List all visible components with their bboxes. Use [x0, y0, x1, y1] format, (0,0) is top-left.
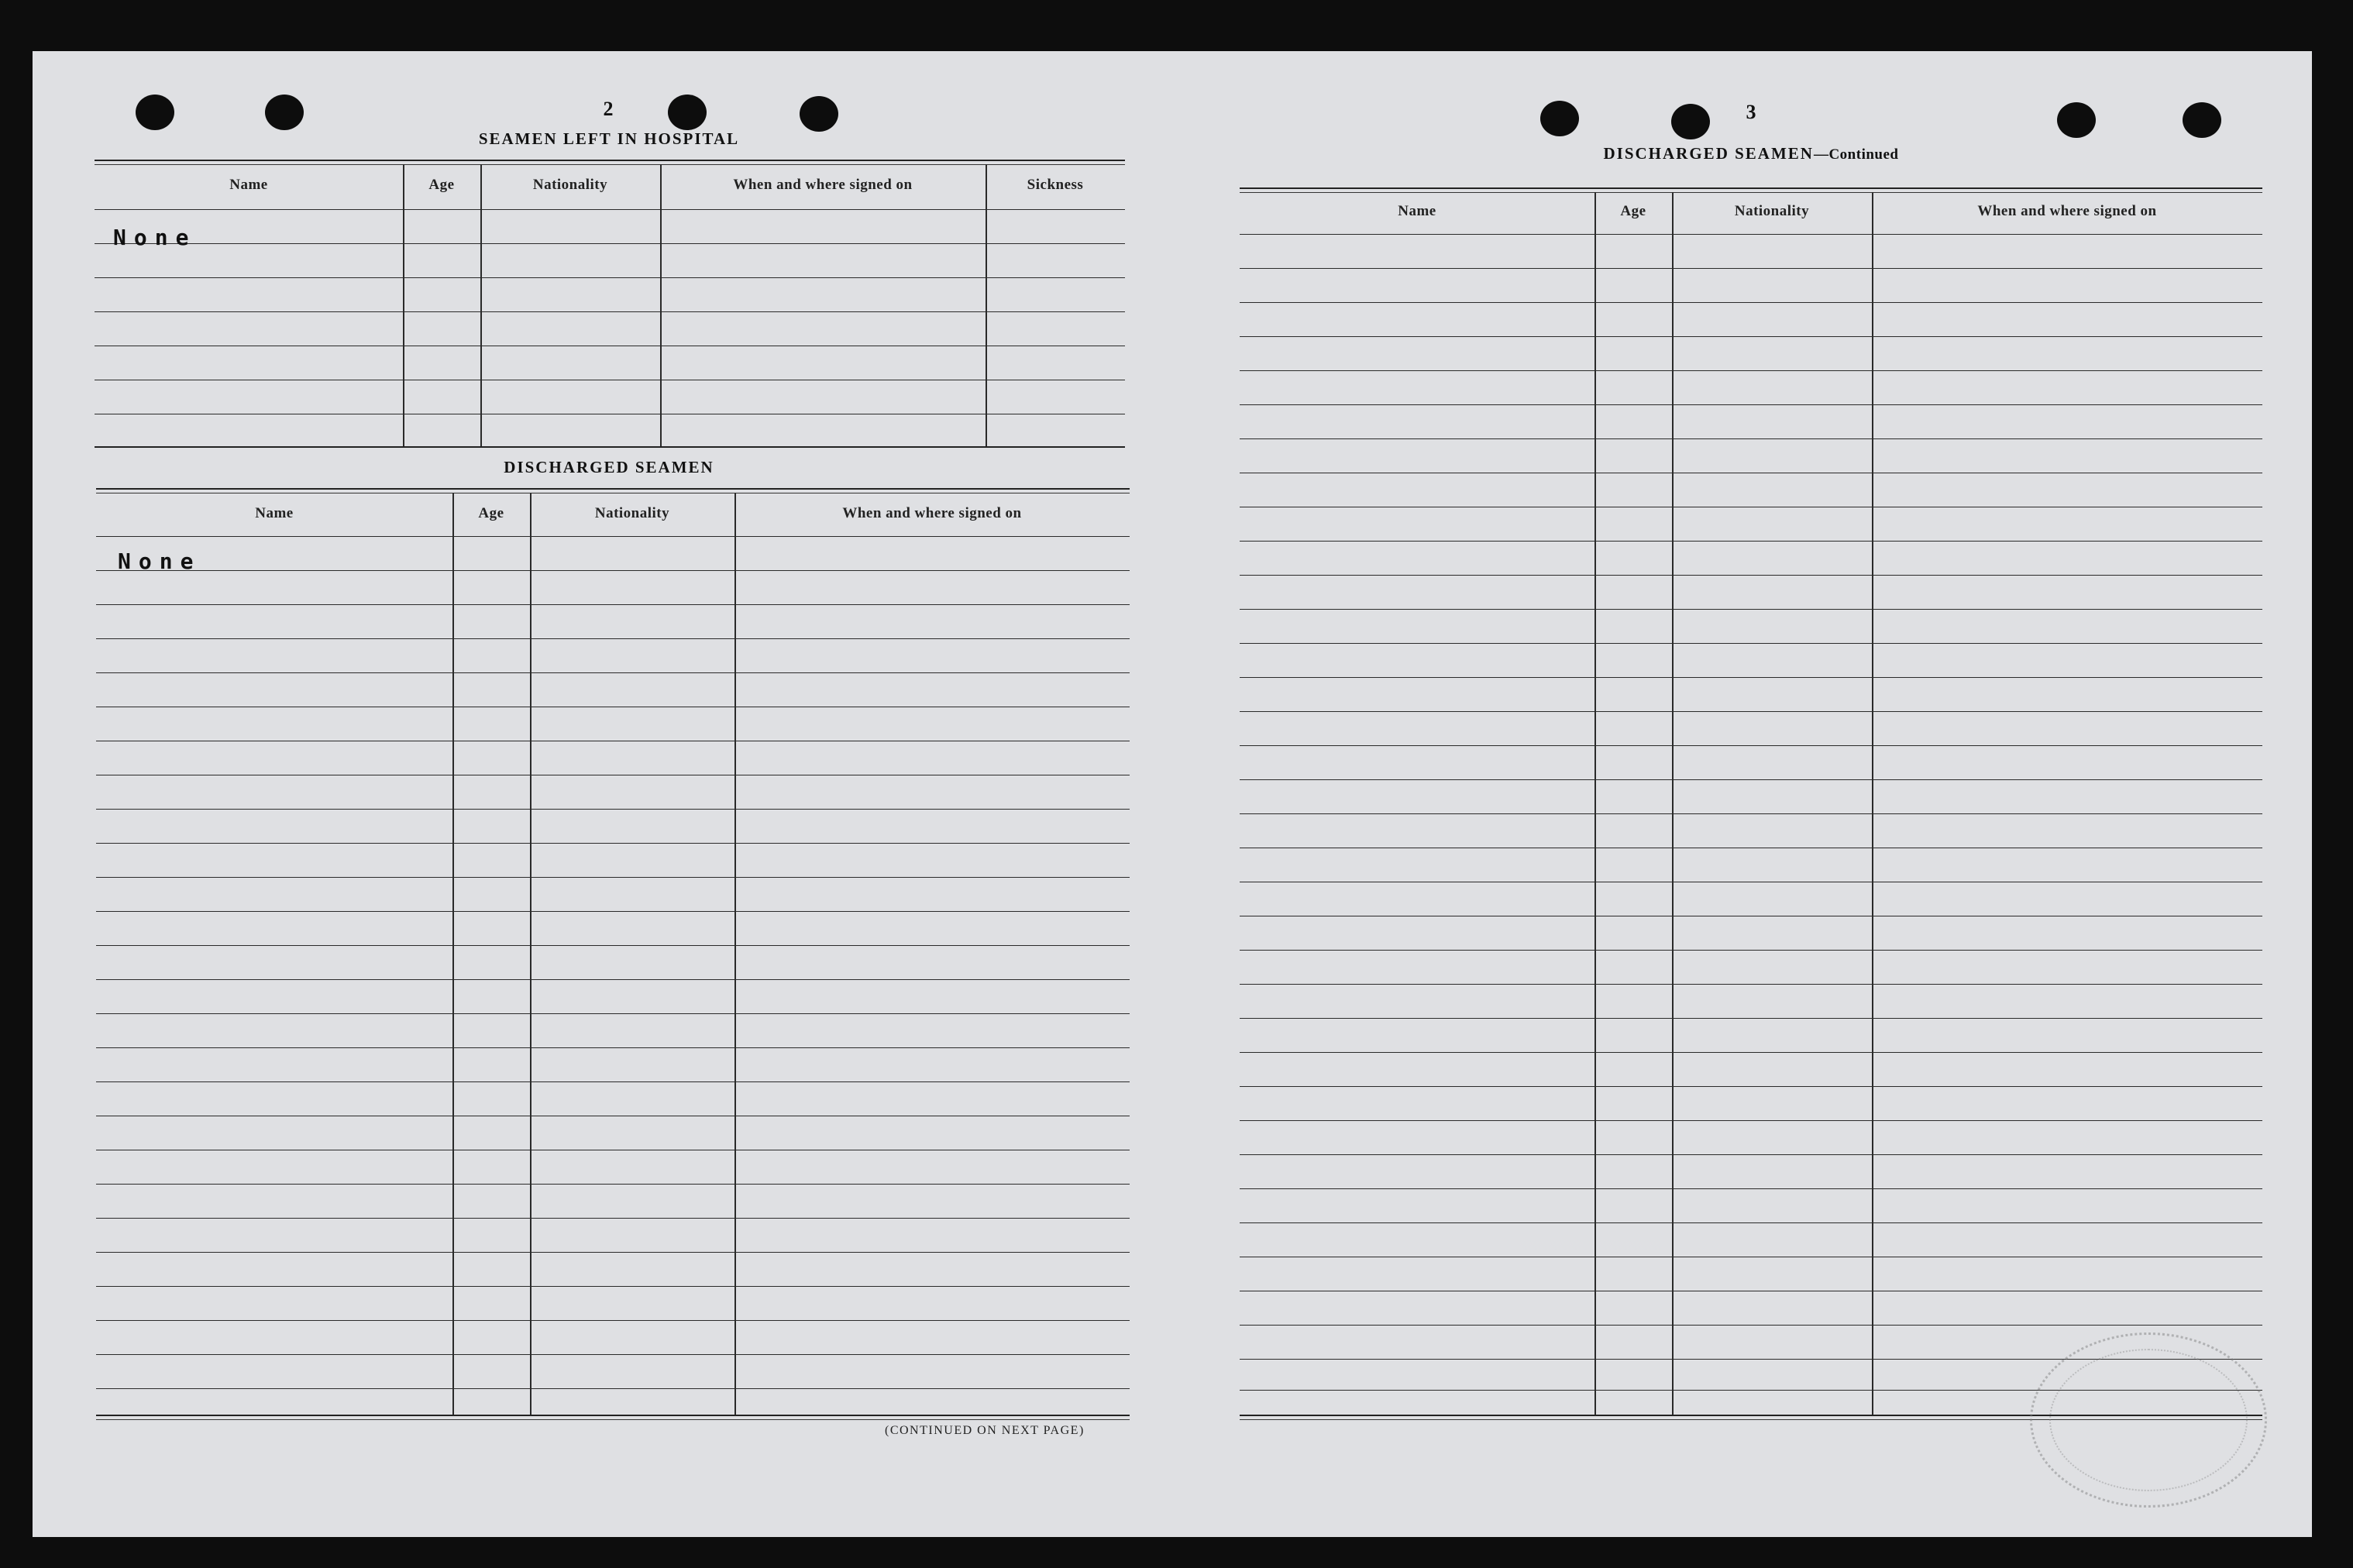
header-sickness: Sickness [1027, 177, 1084, 193]
punch-hole [2183, 102, 2221, 138]
discharged-table [96, 488, 1130, 1421]
discharged-entry-none: None [118, 548, 201, 574]
title-suffix: —Continued [1813, 146, 1899, 163]
punch-hole [2057, 102, 2096, 138]
continued-note: (CONTINUED ON NEXT PAGE) [885, 1424, 1085, 1437]
punch-hole [668, 95, 707, 130]
header-signed-on: When and where signed on [733, 177, 913, 193]
hospital-entry-none: None [113, 225, 197, 250]
title-main: DISCHARGED SEAMEN [1603, 144, 1814, 163]
header-name: Name [255, 505, 294, 521]
discharged-continued-table [1240, 187, 2262, 1422]
header-age: Age [478, 505, 504, 521]
punch-hole [265, 95, 304, 130]
punch-hole [136, 95, 174, 130]
header-signed-on: When and where signed on [1977, 203, 2157, 219]
header-signed-on: When and where signed on [842, 505, 1022, 521]
faint-stamp [2030, 1332, 2267, 1508]
hospital-table-title: SEAMEN LEFT IN HOSPITAL [478, 129, 740, 148]
punch-hole [1540, 101, 1579, 136]
discharged-continued-title [1519, 144, 1983, 163]
header-age: Age [428, 177, 455, 193]
punch-hole [1671, 104, 1710, 139]
header-nationality: Nationality [1734, 203, 1810, 219]
hospital-table [95, 160, 1125, 448]
header-nationality: Nationality [594, 505, 670, 521]
header-name: Name [229, 177, 268, 193]
header-nationality: Nationality [532, 177, 608, 193]
discharged-table-title: DISCHARGED SEAMEN [504, 458, 714, 476]
page-number-right: 3 [1746, 101, 1756, 123]
header-age: Age [1620, 203, 1646, 219]
header-name: Name [1398, 203, 1436, 219]
punch-hole [800, 96, 838, 132]
page-number-left: 2 [603, 98, 614, 120]
